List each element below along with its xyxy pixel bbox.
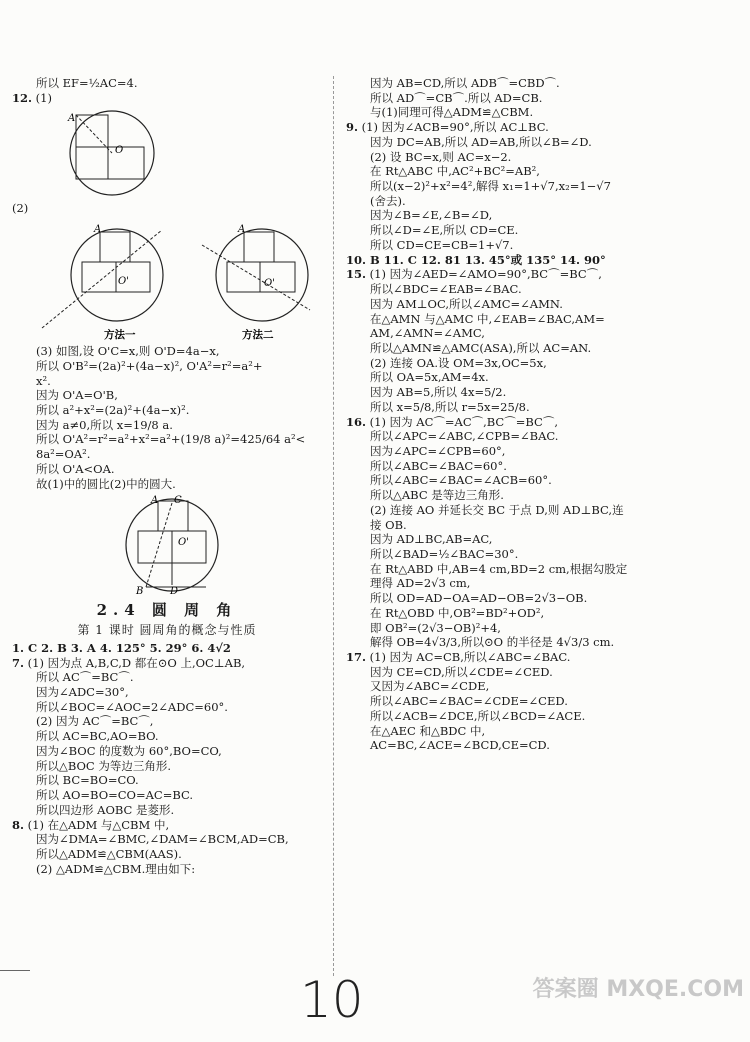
text-line: 因为∠DMA=∠BMC,∠DAM=∠BCM,AD=CB,: [36, 832, 289, 847]
text-line: 因为∠ADC=30°,: [36, 685, 129, 700]
text-line: 所以 AD⌒=CB⌒.所以 AD=CB.: [370, 90, 543, 105]
text-line: 所以 OD=AD−OA=AD−OB=2√3−OB.: [370, 591, 588, 606]
text-line: 所以∠BOC=∠AOC=2∠ADC=60°.: [36, 699, 228, 714]
question-number-16: 16.: [346, 414, 367, 429]
left-column: [12, 76, 322, 876]
figure-12-1: [12, 109, 172, 197]
watermark-logo: 答案圈 MXQE.COM: [532, 977, 744, 1002]
label-d: D: [170, 586, 179, 596]
text-line: 所以∠ACB=∠DCE,所以∠BCD=∠ACE.: [370, 708, 586, 723]
text-line: (1) 因为 AC=CB,所以∠ABC=∠BAC.: [369, 650, 571, 665]
text-line: 所以∠ABC=∠BAC=60°.: [370, 458, 507, 473]
text-line: (2) △ADM≌△CBM.理由如下:: [36, 861, 196, 876]
text-line: 即 OB²=(2√3−OB)²+4,: [370, 620, 501, 635]
section-title: 2.4 圆 周 角: [96, 601, 238, 620]
right-column: [346, 76, 718, 753]
question-number-17: 17.: [346, 650, 367, 665]
text-line: (1) 因为 AC⌒=AC⌒,BC⌒=BC⌒,: [369, 414, 558, 429]
text-line: 因为 CE=CD,所以∠CDE=∠CED.: [370, 664, 553, 679]
question-number-9: 9.: [346, 120, 359, 135]
text-line: 又因为∠ABC=∠CDE,: [370, 679, 490, 694]
text-line: 所以 AC⌒=BC⌒.: [36, 670, 134, 685]
text-line: (3) 如图,设 O'C=x,则 O'D=4a−x,: [36, 344, 220, 359]
part-label: (2): [12, 201, 29, 216]
text-line: 所以 AO=BO=CO=AC=BC.: [36, 788, 194, 803]
text-line: 所以△AMN≌△AMC(ASA),所以 AC=AN.: [370, 340, 592, 355]
text-line: 所以 EF=½AC=4.: [36, 76, 138, 90]
text-line: AM,∠AMN=∠AMC,: [370, 326, 485, 341]
text-line: 所以∠BDC=∠EAB=∠BAC.: [370, 282, 522, 297]
text-line: 理得 AD=2√3 cm,: [370, 576, 471, 591]
text-line: 因为 AD⊥BC,AB=AC,: [370, 532, 493, 547]
label-a: A: [238, 224, 246, 236]
text-line: 所以四边形 AOBC 是菱形.: [36, 802, 175, 817]
subsection-title: 第 1 课时 圆周角的概念与性质: [77, 622, 257, 637]
page-number: 10: [300, 971, 364, 1029]
text-line: x².: [36, 373, 51, 388]
caption-method-one: 方法一: [104, 329, 136, 341]
text-line: 所以△BOC 为等边三角形.: [36, 758, 172, 773]
figure-12-2: [12, 220, 312, 340]
question-number-12: 12.: [12, 90, 33, 105]
text-line: 因为 DC=AB,所以 AD=AB,所以∠B=∠D.: [370, 134, 592, 149]
label-a: A: [68, 113, 76, 125]
text-line: 所以∠APC=∠ABC,∠CPB=∠BAC.: [370, 429, 559, 444]
text-line: 接 OB.: [370, 517, 407, 532]
text-line: 所以 AC=BC,AO=BO.: [36, 729, 159, 744]
text-line: 在△AEC 和△BDC 中,: [370, 723, 486, 738]
text-line: 因为∠B=∠E,∠B=∠D,: [370, 208, 493, 223]
text-line: 解得 OB=4√3/3,所以⊙O 的半径是 4√3/3 cm.: [370, 635, 615, 650]
question-number-15: 15.: [346, 267, 367, 282]
text-line: 因为 a≠0,所以 x=19/8 a.: [36, 417, 173, 432]
answers-10-to-14: 10. B 11. C 12. 81 13. 45°或 135° 14. 90°: [346, 252, 606, 267]
label-o-prime: O': [118, 276, 129, 288]
text-line: (2) 设 BC=x,则 AC=x−2.: [370, 149, 512, 164]
text-line: 所以 a²+x²=(2a)²+(4a−x)².: [36, 403, 190, 418]
text-line: 所以(x−2)²+x²=4²,解得 x₁=1+√7,x₂=1−√7: [370, 179, 611, 194]
text-line: 所以∠ABC=∠BAC=∠CDE=∠CED.: [370, 694, 568, 709]
column-divider: [333, 76, 334, 976]
text-line: (舍去).: [370, 193, 406, 208]
footer-rule: [0, 970, 30, 971]
text-line: 在 Rt△OBD 中,OB²=BD²+OD²,: [370, 605, 545, 620]
text-line: 所以∠ABC=∠BAC=∠ACB=60°.: [370, 473, 552, 488]
text-line: 因为 O'A=O'B,: [36, 388, 118, 403]
text-line: 故(1)中的圆比(2)中的圆大.: [36, 476, 176, 491]
text-line: 与(1)同理可得△ADM≌△CBM.: [370, 105, 534, 120]
text-line: AC=BC,∠ACE=∠BCD,CE=CD.: [370, 738, 550, 753]
text-line: (1) 因为∠AED=∠AMO=90°,BC⌒=BC⌒,: [369, 267, 602, 282]
text-line: 8a²=OA².: [36, 447, 91, 462]
text-line: 所以 O'A<OA.: [36, 461, 115, 476]
text-line: (1) 因为∠ACB=90°,所以 AC⊥BC.: [361, 120, 549, 135]
question-number-8: 8.: [12, 817, 25, 832]
method-two-figure: [202, 224, 310, 321]
label-b: B: [136, 586, 144, 596]
text-line: 所以△ADM≌△CBM(AAS).: [36, 846, 182, 861]
question-number-7: 7.: [12, 655, 25, 670]
text-line: (2) 因为 AC⌒=BC⌒,: [36, 714, 154, 729]
text-line: 因为 AB=5,所以 4x=5/2.: [370, 385, 507, 400]
text-line: 所以 O'B²=(2a)²+(4a−x)², O'A²=r²=a²+: [36, 358, 263, 373]
text-line: 所以∠D=∠E,所以 CD=CE.: [370, 223, 519, 238]
text-line: 所以 OA=5x,AM=4x.: [370, 370, 489, 385]
text-line: 在 Rt△ABC 中,AC²+BC²=AB²,: [370, 164, 540, 179]
label-a: A: [94, 224, 102, 236]
label-o: O: [115, 145, 124, 157]
text-line: 所以 x=5/8,所以 r=5x=25/8.: [370, 399, 530, 414]
text-line: (1) 因为点 A,B,C,D 都在⊙O 上,OC⊥AB,: [27, 655, 246, 670]
part-label: (1): [35, 90, 52, 105]
method-one-figure: [42, 224, 163, 328]
caption-method-two: 方法二: [242, 329, 274, 341]
answers-1-to-6: 1. C 2. B 3. A 4. 125° 5. 29° 6. 4√2: [12, 640, 231, 655]
text-line: 在△AMN 与△AMC 中,∠EAB=∠BAC,AM=: [370, 311, 605, 326]
figure-12-3: [12, 495, 312, 595]
text-line: 因为∠BOC 的度数为 60°,BO=CO,: [36, 743, 222, 758]
text-line: 在 Rt△ABD 中,AB=4 cm,BD=2 cm,根据勾股定: [370, 561, 628, 576]
text-line: 因为 AM⊥OC,所以∠AMC=∠AMN.: [370, 296, 563, 311]
text-line: 所以 BC=BO=CO.: [36, 773, 139, 788]
text-line: (1) 在△ADM 与△CBM 中,: [27, 817, 170, 832]
text-line: (2) 连接 OA.设 OM=3x,OC=5x,: [370, 355, 547, 370]
text-line: 所以 CD=CE=CB=1+√7.: [370, 237, 514, 252]
text-line: 因为∠APC=∠CPB=60°,: [370, 443, 506, 458]
text-line: 所以∠BAD=½∠BAC=30°.: [370, 547, 519, 561]
text-line: 所以△ABC 是等边三角形.: [370, 488, 504, 503]
label-c: C: [174, 495, 182, 507]
label-a: A: [151, 495, 159, 507]
text-line: 因为 AB=CD,所以 ADB⌒=CBD⌒.: [370, 76, 560, 90]
label-o-prime: O': [178, 537, 189, 549]
text-line: 所以 O'A²=r²=a²+x²=a²+(19/8 a)²=425/64 a²<: [36, 432, 306, 447]
label-o-prime: O': [264, 278, 275, 290]
text-line: (2) 连接 AO 并延长交 BC 于点 D,则 AD⊥BC,连: [370, 502, 624, 517]
